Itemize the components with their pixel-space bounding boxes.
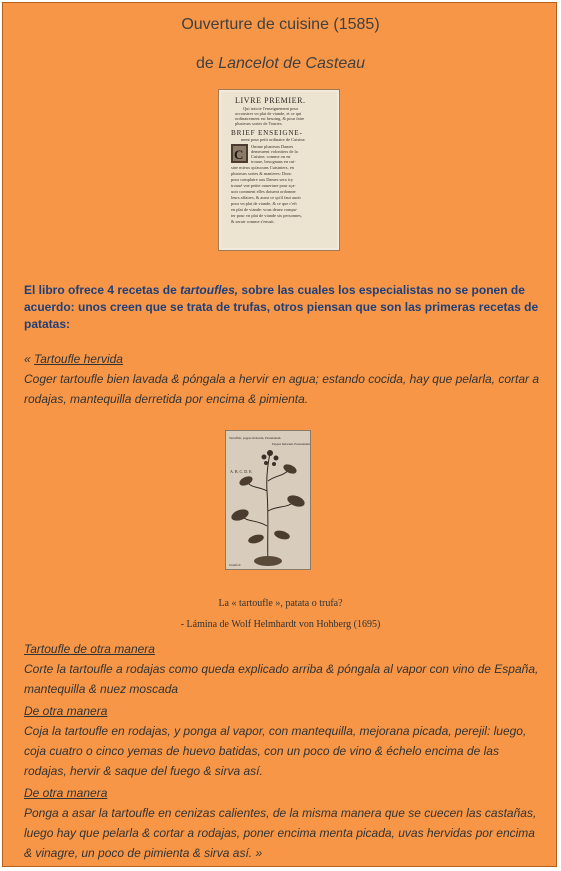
book-heading: LIVRE PREMIER. <box>235 96 306 105</box>
book-subheading: BRIEF ENSEIGNE- <box>231 129 303 137</box>
article-frame <box>2 2 557 867</box>
book-page-image <box>219 90 339 250</box>
intro-part1: El libro ofrece 4 recetas de <box>24 283 181 297</box>
book-line: trouue, besognans en cui- <box>251 159 296 164</box>
plate-caption-line1: La « tartoufle », patata o trufa? <box>218 598 343 609</box>
recipe-2-text: Corte la tartoufle a rodajas como queda explicado arriba & póngala al vapor con vino de España, mantequilla & nuez moscada <box>24 662 539 696</box>
author-prefix: de <box>195 55 219 72</box>
quote-open: « <box>24 352 35 366</box>
intro-paragraph <box>24 282 539 333</box>
book-line: pour vn plat de viande, & ce que c'eft <box>231 201 297 206</box>
book-line: plusieurs sortes de Tourtes. <box>235 121 283 126</box>
book-line: trouué vne petite ouuerture pour sça- <box>231 183 296 188</box>
book-line: ment pour petit ordinaire de Cuisine. <box>241 137 306 142</box>
recipe-3-title: De otra manera <box>24 704 108 718</box>
book-line: Qui traicte l'enseignement pour <box>243 106 299 111</box>
book-line: en plat de viande: vous deuez compu- <box>231 207 298 212</box>
recipe-1-text: Coger tartoufle bien lavada & póngala a hervir en agua; estando cocida, hay que pelarla, cortar a rodajas, mantequilla derretida por encima & pimienta. <box>24 372 540 406</box>
recipe-4 <box>24 783 539 863</box>
recipe-2-title: Tartoufle de otra manera <box>24 642 155 656</box>
book-line: ordinairement est besoing, & pour faire <box>235 116 305 121</box>
intro-part2: sobre las cuales los especialistas no se ponen de acuerdo: unos creen que se trata de trufas, otros piensan que son las primeras recetas de patatas: <box>24 283 539 331</box>
recipe-3 <box>24 701 539 781</box>
recipe-1-title: Tartoufle hervida <box>34 352 123 366</box>
plant-plate-image <box>225 430 311 570</box>
plate-footer: Tartuffoli <box>229 563 241 567</box>
recipe-1 <box>24 349 539 409</box>
recipe-4-title: De otra manera <box>24 786 108 800</box>
plate-caption-line2: - Lámina de Wolf Helmhardt von Hohberg (1695) <box>180 619 381 630</box>
book-line: Omme plusieurs Dames <box>251 144 294 149</box>
book-line: accoustrer vn plat de viande, et ce qui <box>235 111 302 116</box>
page-title: Ouverture de cuisine (1585) <box>181 16 380 33</box>
book-line: plusieurs sortes & manieres: Donc <box>231 171 292 176</box>
book-line: & seruir comme s'ensuit. <box>231 219 275 224</box>
svg-text:C: C <box>234 147 244 162</box>
recipe-4-text: Ponga a asar la tartoufle en cenizas calientes, de la misma manera que se cuecen las castañas, luego hay que pelarla & cortar a rodajas, poner encima menta picada, uvas hervidas por encima & vinagre, un poco de pimienta & sirva así. » <box>24 806 537 860</box>
book-line: sine mieux qu'aucuns Cuisiniers, en <box>231 165 294 170</box>
plant-illustration <box>226 431 310 569</box>
book-page-scan <box>221 92 337 248</box>
book-line: pour complaire aux Dames sera icy <box>231 177 294 182</box>
book-line: demeurent volontiers de la <box>251 149 298 154</box>
plate-label-left: Tartuffoli, pappas Indorum, Peruuianum. <box>229 436 282 440</box>
plate-label-right: Pappas Indorum, Peruuianum. <box>272 442 310 446</box>
author-line <box>3 55 558 73</box>
intro-keyword: tartoufles, <box>180 283 239 297</box>
book-line: uoir comment elles doiuent ordonner <box>231 189 296 194</box>
author-name: Lancelot de Casteau <box>218 55 366 72</box>
book-line: ter pour vn plat de viande six personnes, <box>231 213 302 218</box>
recipe-3-text: Coja la tartoufle en rodajas, y ponga al vapor, con mantequilla, mejorana picada, perejil: luego, coja cuatro o cinco yemas de huevo batidas, con un poco de vino & échelo encima de las rodajas, hervir & saque del fuego & sirva así. <box>24 724 527 778</box>
plate-letters: A. B. C. D. E. <box>230 469 253 474</box>
book-line: leurs affaires, & aussi ce qu'il faut auoir <box>231 195 301 200</box>
recipe-1-heading <box>24 349 539 369</box>
recipe-2 <box>24 639 539 699</box>
book-line: Cuisine, comme on en <box>251 154 291 159</box>
